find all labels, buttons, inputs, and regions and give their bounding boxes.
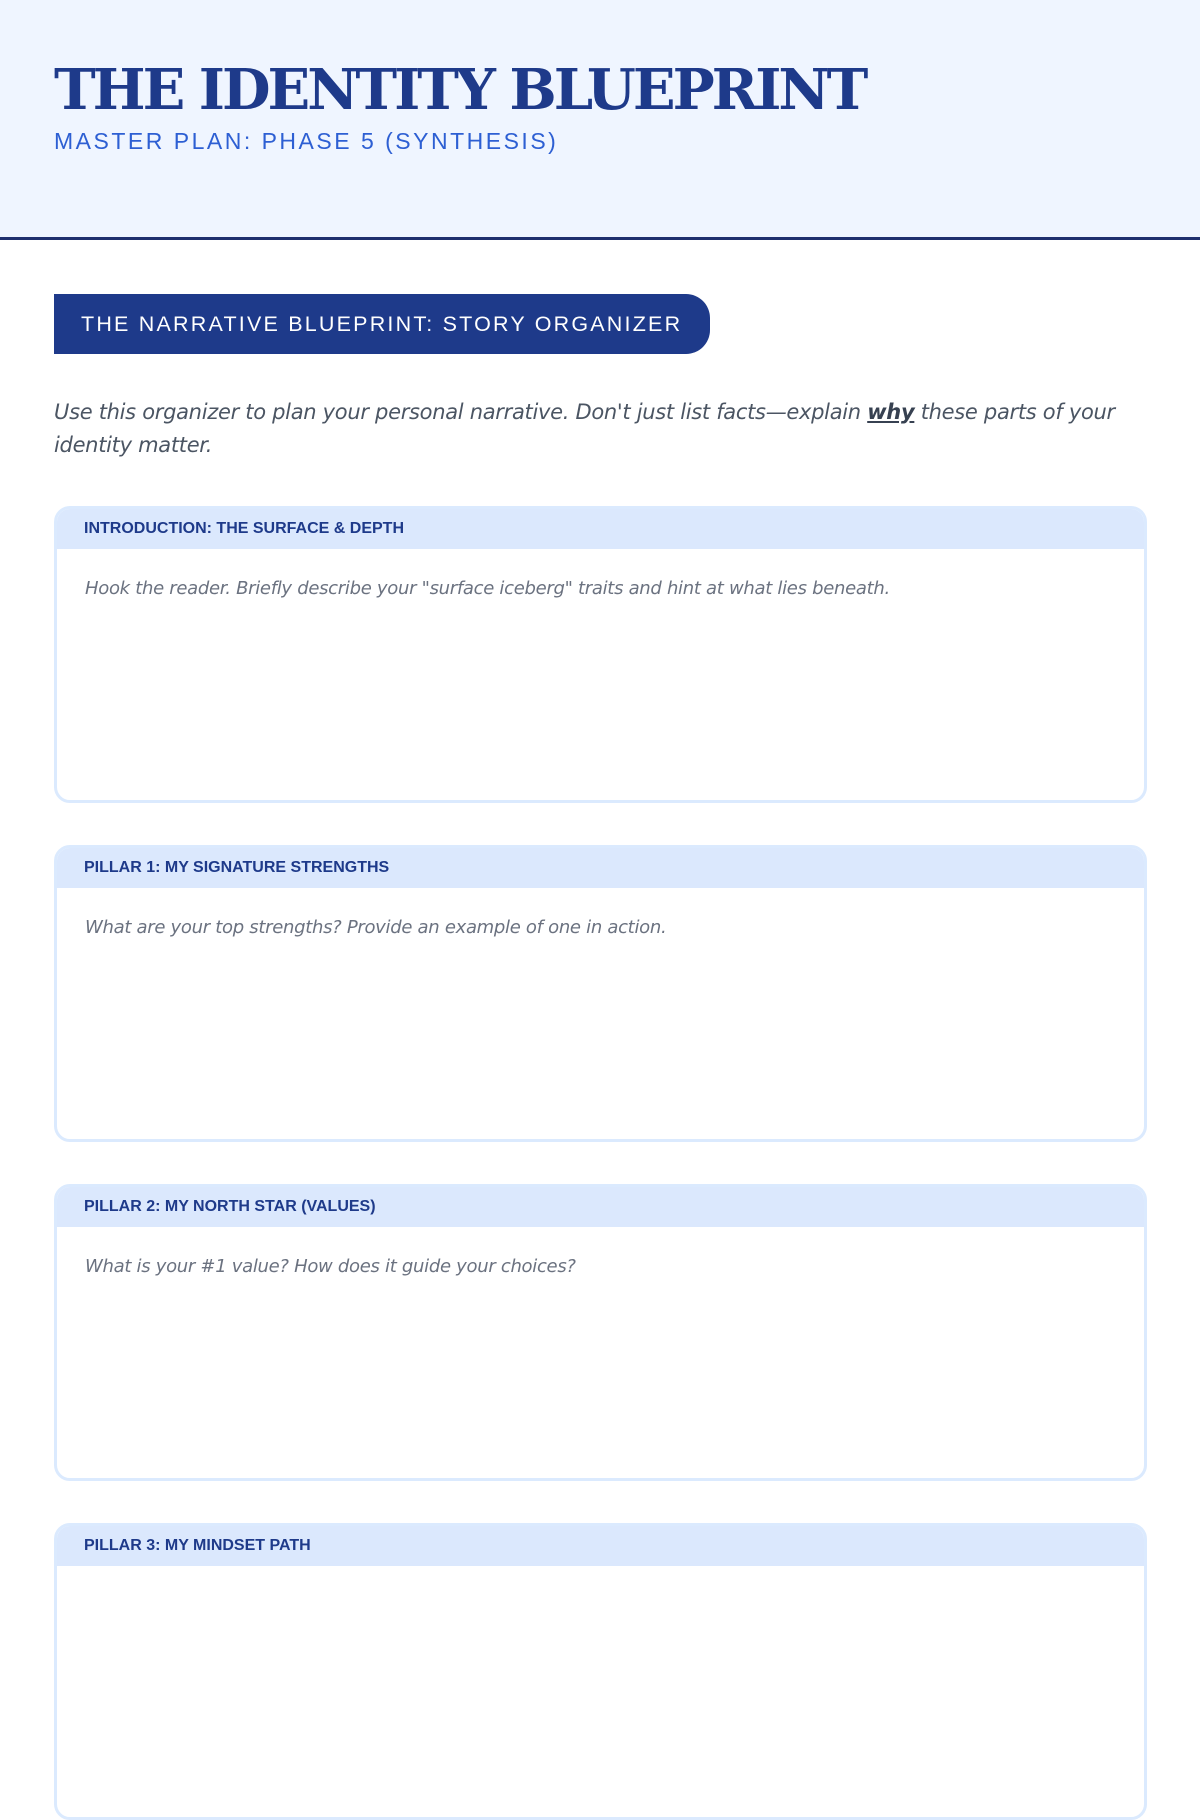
card-heading: PILLAR 2: MY NORTH STAR (VALUES) — [57, 1187, 1144, 1227]
page-subtitle: MASTER PLAN: PHASE 5 (SYNTHESIS) — [54, 128, 559, 154]
card-pillar-1 — [54, 845, 1147, 1142]
worksheet-body — [0, 240, 1200, 1820]
card-heading: PILLAR 1: MY SIGNATURE STRENGTHS — [57, 848, 1144, 888]
page-title: THE IDENTITY BLUEPRINT — [54, 57, 866, 123]
card-pillar-3 — [54, 1523, 1147, 1820]
card-writing-area[interactable]: What are your top strengths? Provide an example of one in action. — [85, 917, 667, 938]
card-heading: INTRODUCTION: THE SURFACE & DEPTH — [57, 509, 1144, 549]
instructions-text-end: these parts of your identity matter. — [54, 400, 1115, 457]
organizer-cards — [54, 506, 1147, 1820]
card-heading: PILLAR 3: MY MINDSET PATH — [57, 1526, 1144, 1566]
card-pillar-2 — [54, 1184, 1147, 1481]
card-introduction — [54, 506, 1147, 803]
card-writing-area[interactable]: Hook the reader. Briefly describe your "surface iceberg" traits and hint at what lies beneath. — [85, 578, 890, 599]
instructions — [54, 396, 1147, 462]
section-title: THE NARRATIVE BLUEPRINT: STORY ORGANIZER — [54, 294, 710, 354]
instructions-emphasis: why — [867, 400, 915, 424]
card-writing-area[interactable] — [57, 1566, 1144, 1586]
page-header — [0, 0, 1200, 240]
instructions-text-start: Use this organizer to plan your personal narrative. Don't just list facts—explain — [54, 400, 868, 424]
card-writing-area[interactable]: What is your #1 value? How does it guide your choices? — [85, 1256, 576, 1277]
